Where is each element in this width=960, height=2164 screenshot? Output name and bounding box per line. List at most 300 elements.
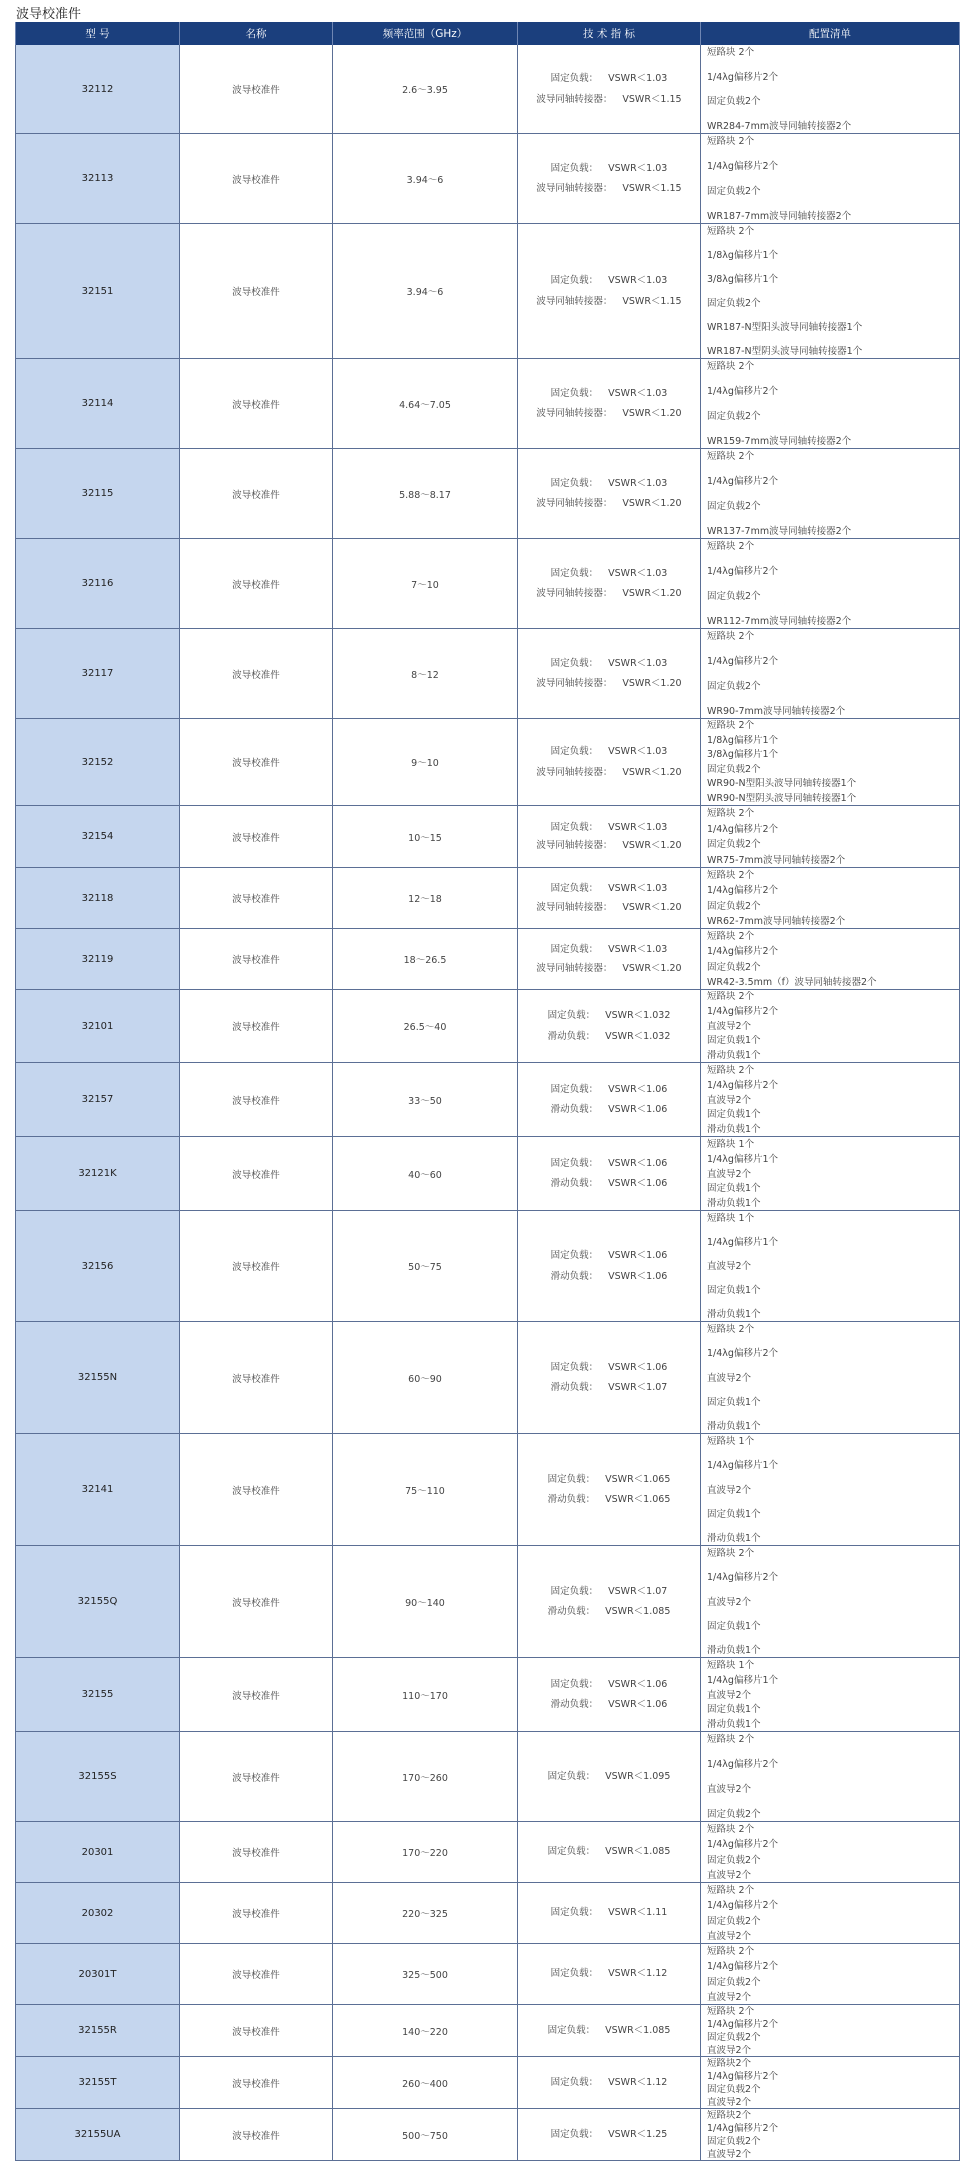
config-item: WR75-7mm波导同轴转接器2个	[707, 854, 846, 866]
config-item: 固定负载2个	[707, 411, 761, 422]
frequency-cell: 2.6～3.95	[333, 45, 518, 133]
spec-value: VSWR＜1.20	[622, 766, 682, 778]
config-item: 固定负载2个	[707, 1854, 761, 1866]
spec-label: 固定负载：	[550, 2076, 599, 2088]
spec-line	[551, 1159, 668, 1169]
table-row	[15, 45, 960, 134]
config-item: 短路块 1个	[707, 1436, 755, 1447]
specs-cell	[518, 929, 701, 989]
spec-label: 滑动负载：	[550, 1178, 599, 1189]
table-row	[15, 1883, 960, 1944]
spec-value: VSWR＜1.06	[608, 1361, 668, 1373]
frequency-cell: 500～750	[333, 2109, 518, 2160]
config-item: 短路块 2个	[707, 1824, 755, 1835]
spec-line	[551, 164, 668, 174]
config-item: 短路块 2个	[707, 47, 755, 58]
spec-label: 固定负载：	[547, 1770, 596, 1782]
spec-line	[551, 659, 668, 669]
config-item: 直波导2个	[707, 1484, 752, 1496]
frequency-cell: 170～260	[333, 1732, 518, 1821]
config-item: 短路块 2个	[707, 991, 755, 1002]
config-item: WR90-N型阳头波导同轴转接器1个	[707, 778, 857, 790]
name-cell: 波导校准件	[180, 1137, 333, 1210]
spec-line	[548, 2026, 671, 2036]
spec-value: VSWR＜1.06	[608, 1157, 668, 1169]
config-item: WR187-N型阳头波导同轴转接器1个	[707, 322, 863, 333]
config-item: 短路块 2个	[707, 720, 755, 731]
name-cell: 波导校准件	[180, 45, 333, 133]
spec-line	[551, 479, 668, 489]
spec-line	[536, 964, 681, 974]
name-cell: 波导校准件	[180, 134, 333, 223]
config-item: 固定负载2个	[707, 900, 761, 912]
frequency-cell: 3.94～6	[333, 134, 518, 223]
config-item: WR42-3.5mm（f）波导同轴转接器2个	[707, 976, 877, 988]
frequency-cell: 50～75	[333, 1211, 518, 1321]
config-cell	[701, 1546, 960, 1657]
spec-label: 固定负载：	[550, 1361, 599, 1373]
table-row	[15, 1137, 960, 1211]
frequency-cell: 9～10	[333, 719, 518, 805]
frequency-cell: 260～400	[333, 2057, 518, 2108]
name-cell: 波导校准件	[180, 1822, 333, 1882]
spec-value: VSWR＜1.15	[622, 183, 682, 194]
spec-label: 固定负载：	[550, 746, 599, 757]
config-item: 固定负载2个	[707, 1976, 761, 1988]
config-item: 1/4λg偏移片2个	[707, 823, 778, 835]
table-row	[15, 1063, 960, 1137]
spec-line	[551, 1272, 668, 1282]
specs-cell	[518, 806, 701, 867]
name-cell: 波导校准件	[180, 1658, 333, 1731]
name-cell: 波导校准件	[180, 806, 333, 867]
config-item: WR90-7mm波导同轴转接器2个	[707, 706, 846, 717]
config-item: 短路块 2个	[707, 1324, 755, 1335]
config-cell	[701, 2109, 960, 2160]
config-item: 直波导2个	[707, 1991, 752, 2003]
spec-line	[551, 1908, 668, 1918]
table-row	[15, 1658, 960, 1732]
header-specs: 技 术 指 标	[518, 22, 701, 45]
spec-value: VSWR＜1.07	[608, 1585, 668, 1597]
spec-label: 固定负载：	[550, 1678, 599, 1690]
table-row	[15, 539, 960, 629]
config-cell	[701, 539, 960, 628]
spec-value: VSWR＜1.06	[608, 1678, 668, 1690]
spec-value: VSWR＜1.06	[608, 1270, 668, 1282]
spec-value: VSWR＜1.06	[608, 1699, 668, 1710]
model-cell: 32119	[15, 929, 180, 989]
model-cell: 32115	[15, 449, 180, 538]
spec-value: VSWR＜1.11	[608, 1907, 668, 1919]
spec-label: 固定负载：	[550, 1907, 599, 1919]
config-item: 1/4λg偏移片2个	[707, 1961, 778, 1973]
config-cell	[701, 449, 960, 538]
name-cell: 波导校准件	[180, 1883, 333, 1943]
model-cell: 32112	[15, 45, 180, 133]
model-cell: 32155S	[15, 1732, 180, 1821]
config-item: 固定负载2个	[707, 2136, 761, 2147]
spec-label: 固定负载：	[550, 162, 599, 174]
config-item: 直波导2个	[707, 1020, 752, 1032]
config-item: 直波导2个	[707, 1168, 752, 1180]
spec-label: 固定负载：	[547, 1846, 596, 1858]
spec-value: VSWR＜1.03	[608, 162, 668, 174]
spec-line	[551, 884, 668, 894]
spec-line	[551, 1587, 668, 1597]
spec-label: 固定负载：	[547, 2024, 596, 2036]
spec-label: 固定负载：	[550, 1968, 599, 1980]
config-item: 短路块 2个	[707, 631, 755, 642]
table-row	[15, 359, 960, 449]
specs-cell	[518, 868, 701, 928]
model-cell: 32116	[15, 539, 180, 628]
spec-line	[551, 823, 668, 833]
spec-line	[536, 499, 681, 509]
spec-line	[548, 1495, 671, 1505]
spec-label: 固定负载：	[547, 1473, 596, 1485]
config-item: 短路块 2个	[707, 541, 755, 552]
spec-line	[551, 569, 668, 579]
spec-value: VSWR＜1.065	[605, 1494, 671, 1505]
table-header	[15, 22, 960, 45]
spec-value: VSWR＜1.03	[608, 746, 668, 757]
spec-label: 波导同轴转接器：	[536, 408, 613, 419]
header-frequency: 频率范围（GHz）	[333, 22, 518, 45]
spec-label: 固定负载：	[550, 1250, 599, 1261]
spec-value: VSWR＜1.032	[605, 1030, 671, 1042]
frequency-cell: 75～110	[333, 1434, 518, 1545]
spec-label: 波导同轴转接器：	[536, 588, 613, 599]
frequency-cell: 140～220	[333, 2005, 518, 2056]
name-cell: 波导校准件	[180, 990, 333, 1062]
config-cell	[701, 359, 960, 448]
name-cell: 波导校准件	[180, 539, 333, 628]
table-row	[15, 1822, 960, 1883]
spec-value: VSWR＜1.03	[608, 387, 668, 399]
name-cell: 波导校准件	[180, 449, 333, 538]
spec-label: 波导同轴转接器：	[536, 840, 613, 851]
config-item: 直波导2个	[707, 1689, 752, 1701]
config-item: 滑动负载1个	[707, 1645, 761, 1656]
frequency-cell: 26.5～40	[333, 990, 518, 1062]
config-item: 滑动负载1个	[707, 1124, 761, 1135]
spec-line	[551, 1085, 668, 1095]
config-item: 1/8λg偏移片1个	[707, 734, 778, 746]
config-item: 固定负载1个	[707, 1109, 761, 1121]
specs-cell	[518, 359, 701, 448]
model-cell: 32118	[15, 868, 180, 928]
spec-label: 滑动负载：	[550, 1699, 599, 1710]
specs-cell	[518, 1883, 701, 1943]
config-item: 固定负载2个	[707, 681, 761, 692]
spec-label: 滑动负载：	[547, 1494, 596, 1505]
table-row	[15, 868, 960, 929]
config-cell	[701, 806, 960, 867]
specs-cell	[518, 2109, 701, 2160]
spec-value: VSWR＜1.20	[622, 678, 682, 689]
spec-value: VSWR＜1.085	[605, 1846, 671, 1858]
model-cell: 20301	[15, 1822, 180, 1882]
table-row	[15, 929, 960, 990]
specs-cell	[518, 134, 701, 223]
config-item: 短路块 2个	[707, 808, 755, 819]
frequency-cell: 220～325	[333, 1883, 518, 1943]
config-cell	[701, 1658, 960, 1731]
config-item: 固定负载1个	[707, 1508, 761, 1520]
frequency-cell: 40～60	[333, 1137, 518, 1210]
spec-line	[548, 1772, 671, 1782]
config-item: 1/4λg偏移片2个	[707, 1839, 778, 1851]
spec-line	[551, 1363, 668, 1373]
frequency-cell: 5.88～8.17	[333, 449, 518, 538]
spec-line	[551, 276, 668, 286]
specs-cell	[518, 990, 701, 1062]
table-row	[15, 1434, 960, 1546]
frequency-cell: 4.64～7.05	[333, 359, 518, 448]
spec-label: 固定负载：	[550, 1083, 599, 1095]
spec-value: VSWR＜1.032	[605, 1010, 671, 1021]
config-item: 3/8λg偏移片1个	[707, 749, 778, 761]
config-item: 短路块 2个	[707, 1734, 755, 1745]
model-cell: 32114	[15, 359, 180, 448]
specs-cell	[518, 1732, 701, 1821]
config-cell	[701, 1822, 960, 1882]
name-cell: 波导校准件	[180, 1211, 333, 1321]
config-item: 1/4λg偏移片2个	[707, 161, 778, 172]
table-row	[15, 806, 960, 868]
config-item: 直波导2个	[707, 2045, 752, 2056]
config-item: 短路块 2个	[707, 1065, 755, 1076]
model-cell: 32154	[15, 806, 180, 867]
spec-value: VSWR＜1.03	[608, 73, 668, 84]
config-item: 滑动负载1个	[707, 1719, 761, 1730]
config-item: 短路块 2个	[707, 2006, 755, 2017]
spec-line	[551, 1700, 668, 1710]
name-cell: 波导校准件	[180, 1944, 333, 2004]
spec-line	[551, 2078, 668, 2088]
config-item: 固定负载2个	[707, 501, 761, 512]
specs-cell	[518, 449, 701, 538]
spec-label: 固定负载：	[550, 1157, 599, 1169]
spec-table	[15, 22, 960, 2161]
table-row	[15, 449, 960, 539]
config-item: 1/4λg偏移片2个	[707, 1759, 778, 1770]
spec-label: 固定负载：	[550, 477, 599, 489]
spec-line	[536, 297, 681, 307]
spec-value: VSWR＜1.06	[608, 1083, 668, 1095]
spec-line	[548, 1011, 671, 1021]
config-item: 短路块 2个	[707, 226, 755, 237]
config-item: 1/4λg偏移片1个	[707, 1674, 778, 1686]
spec-line	[548, 1032, 671, 1042]
name-cell: 波导校准件	[180, 629, 333, 718]
table-row	[15, 990, 960, 1063]
table-row	[15, 2057, 960, 2109]
spec-value: VSWR＜1.12	[608, 2076, 668, 2088]
config-cell	[701, 1322, 960, 1433]
frequency-cell: 110～170	[333, 1658, 518, 1731]
spec-value: VSWR＜1.03	[608, 883, 668, 894]
config-cell	[701, 1063, 960, 1136]
config-cell	[701, 2005, 960, 2056]
spec-label: 波导同轴转接器：	[536, 183, 613, 194]
config-item: 直波导2个	[707, 1930, 752, 1942]
model-cell: 32155N	[15, 1322, 180, 1433]
config-item: 直波导2个	[707, 2149, 752, 2160]
table-row	[15, 719, 960, 806]
spec-value: VSWR＜1.03	[608, 477, 668, 489]
spec-line	[551, 1680, 668, 1690]
table-row	[15, 1211, 960, 1322]
config-item: 1/4λg偏移片2个	[707, 885, 778, 897]
spec-value: VSWR＜1.06	[608, 1250, 668, 1261]
config-item: 固定负载2个	[707, 96, 761, 108]
frequency-cell: 90～140	[333, 1546, 518, 1657]
specs-cell	[518, 1211, 701, 1321]
config-item: WR187-N型阴头波导同轴转接器1个	[707, 346, 863, 357]
config-item: WR112-7mm波导同轴转接器2个	[707, 616, 852, 627]
specs-cell	[518, 1063, 701, 1136]
config-item: 1/4λg偏移片1个	[707, 1237, 778, 1248]
frequency-cell: 170～220	[333, 1822, 518, 1882]
model-cell: 32157	[15, 1063, 180, 1136]
config-item: 1/4λg偏移片2个	[707, 1348, 778, 1360]
config-item: 直波导2个	[707, 1094, 752, 1106]
spec-label: 波导同轴转接器：	[536, 766, 613, 778]
config-item: 1/4λg偏移片1个	[707, 1460, 778, 1472]
model-cell: 32155	[15, 1658, 180, 1731]
config-cell	[701, 990, 960, 1062]
spec-value: VSWR＜1.065	[605, 1473, 671, 1485]
spec-value: VSWR＜1.06	[608, 1104, 668, 1115]
spec-line	[536, 768, 681, 778]
config-item: 滑动负载1个	[707, 1309, 761, 1320]
spec-line	[551, 747, 668, 757]
frequency-cell: 60～90	[333, 1322, 518, 1433]
config-item: 固定负载1个	[707, 1620, 761, 1632]
table-row	[15, 1322, 960, 1434]
config-item: 直波导2个	[707, 1596, 752, 1608]
config-item: WR62-7mm波导同轴转接器2个	[707, 915, 846, 927]
spec-value: VSWR＜1.20	[622, 408, 682, 419]
config-cell	[701, 134, 960, 223]
header-name: 名称	[180, 22, 333, 45]
spec-label: 固定负载：	[550, 657, 599, 669]
model-cell: 32117	[15, 629, 180, 718]
header-config: 配置清单	[701, 22, 960, 45]
spec-label: 固定负载：	[550, 387, 599, 399]
spec-label: 滑动负载：	[547, 1606, 596, 1617]
table-row	[15, 2005, 960, 2057]
config-cell	[701, 719, 960, 805]
spec-label: 波导同轴转接器：	[536, 962, 613, 974]
spec-value: VSWR＜1.20	[622, 498, 682, 509]
spec-label: 固定负载：	[550, 567, 599, 579]
specs-cell	[518, 719, 701, 805]
frequency-cell: 18～26.5	[333, 929, 518, 989]
config-item: 1/4λg偏移片2个	[707, 1572, 778, 1584]
table-row	[15, 1546, 960, 1658]
specs-cell	[518, 2057, 701, 2108]
name-cell: 波导校准件	[180, 359, 333, 448]
spec-value: VSWR＜1.20	[622, 962, 682, 974]
name-cell: 波导校准件	[180, 1322, 333, 1433]
config-item: 3/8λg偏移片1个	[707, 274, 778, 285]
spec-value: VSWR＜1.12	[608, 1968, 668, 1980]
config-item: 直波导2个	[707, 1372, 752, 1384]
name-cell: 波导校准件	[180, 1732, 333, 1821]
frequency-cell: 8～12	[333, 629, 518, 718]
model-cell: 32155UA	[15, 2109, 180, 2160]
config-item: 直波导2个	[707, 2097, 752, 2108]
config-cell	[701, 45, 960, 133]
specs-cell	[518, 629, 701, 718]
spec-value: VSWR＜1.20	[622, 840, 682, 851]
spec-line	[551, 1969, 668, 1979]
config-item: 短路块 1个	[707, 1139, 755, 1150]
config-item: 固定负载2个	[707, 961, 761, 973]
config-cell	[701, 224, 960, 358]
spec-line	[551, 1179, 668, 1189]
config-item: 短路块 2个	[707, 870, 755, 881]
specs-cell	[518, 2005, 701, 2056]
specs-cell	[518, 1658, 701, 1731]
config-item: 1/4λg偏移片2个	[707, 946, 778, 958]
table-row	[15, 1944, 960, 2005]
spec-line	[536, 409, 681, 419]
table-row	[15, 134, 960, 224]
config-item: 1/4λg偏移片2个	[707, 566, 778, 577]
spec-value: VSWR＜1.25	[608, 2128, 668, 2140]
config-item: 固定负载2个	[707, 2032, 761, 2043]
spec-line	[551, 1105, 668, 1115]
config-item: 短路块 2个	[707, 1548, 755, 1559]
spec-label: 固定负载：	[550, 883, 599, 894]
page-title: 波导校准件	[16, 7, 82, 22]
config-cell	[701, 868, 960, 928]
model-cell: 32155Q	[15, 1546, 180, 1657]
specs-cell	[518, 1822, 701, 1882]
frequency-cell: 33～50	[333, 1063, 518, 1136]
config-item: 固定负载1个	[707, 1035, 761, 1047]
spec-label: 固定负载：	[550, 2128, 599, 2140]
name-cell: 波导校准件	[180, 2005, 333, 2056]
spec-line	[548, 1475, 671, 1485]
spec-value: VSWR＜1.20	[622, 901, 682, 913]
config-item: 滑动负载1个	[707, 1421, 761, 1432]
spec-label: 波导同轴转接器：	[536, 295, 613, 307]
specs-cell	[518, 1944, 701, 2004]
spec-value: VSWR＜1.03	[608, 567, 668, 579]
config-item: 1/4λg偏移片2个	[707, 1079, 778, 1091]
spec-label: 固定负载：	[550, 73, 599, 84]
frequency-cell: 325～500	[333, 1944, 518, 2004]
table-row	[15, 224, 960, 359]
spec-label: 滑动负载：	[547, 1030, 596, 1042]
specs-cell	[518, 1137, 701, 1210]
spec-line	[536, 841, 681, 851]
header-model: 型 号	[15, 22, 180, 45]
specs-cell	[518, 224, 701, 358]
spec-line	[536, 679, 681, 689]
spec-label: 固定负载：	[550, 275, 599, 286]
config-item: 短路块 2个	[707, 361, 755, 372]
frequency-cell: 10～15	[333, 806, 518, 867]
name-cell: 波导校准件	[180, 224, 333, 358]
frequency-cell: 3.94～6	[333, 224, 518, 358]
spec-label: 固定负载：	[547, 1010, 596, 1021]
